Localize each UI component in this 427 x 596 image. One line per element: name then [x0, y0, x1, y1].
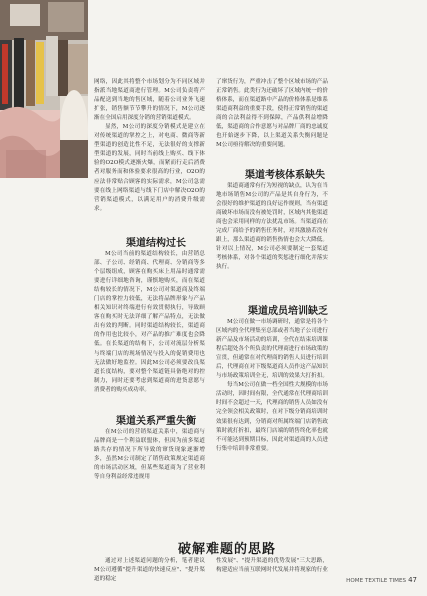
section-heading-structure: 渠道结构过长: [126, 238, 186, 249]
paragraph: 了窜货行为，严重冲击了整个区域市场的产品正常销售。此类行为还破坏了区域内统一的价格体系，而在渠道路中产品的价格体系是维系渠道商利益的重要手段，使得正常销售的渠道商的合法利益得不到保障，产品供利益增降低，渠道商的合作意愿与对品牌厂商的忠诚度也开始逐步下降，以上渠道关系失衡问题是M公司亟待解决的重要问题。: [216, 79, 328, 149]
paragraph: M公司当前的渠道结构较长，由营销总部、子公司、经销商、代理商、分销商等多个层级组成，顾客在购买床上用品时通常需要进行详细地咨询，谨慎地购买，而在渠道结构较长的情况下，M公司对渠道商及终端门店的掌控力较低，无法将品牌形象与产品相关知识对终端进行有效贯彻执行，导致顾客在购买时无法详细了解产品特点，无法做出有效的判断。同时渠道结构较长，渠道商的作用也比较小，对产品的推广难度也会降低。在长渠道的结构下，公司对流层分析渠与终端门店的现场情况与投入的促销费用也无法做好地监控。因此M公司必须要改良渠道长度结构，要对整个渠道链具备绝对的控制力，同时还要考虑到渠道商的进货意愿与消费者的购买成功率。: [94, 251, 205, 393]
bottom-left-text: [94, 557, 205, 584]
section-heading-training: 渠道成员培训缺乏: [248, 306, 328, 317]
paragraph: 渠道商通常有行为短视的缺点，认为在当地市场销售M公司的产品是其自身行为，不会很好的维护渠道的良好运作规则，当有渠道商破坏市场而没有被处罚时，区域内其他渠道商也会采用同样的方法扰乱市场。当渠道商在完成厂商给予的销售任务时，对其激励若没有跟上，那么渠道商的销售热情也会大大降低。针对以上情况，M公司必须要制定一套渠道考核体系，对各个渠道的奖惩进行细化并落实执行。: [216, 183, 328, 271]
right-column-mid: [216, 182, 328, 272]
shop-photo-graphic: [0, 0, 88, 178]
bottom-right-text: [216, 557, 328, 575]
section-heading-assessment: 渠道考核体系缺失: [245, 170, 325, 181]
page-number: 47: [408, 576, 417, 584]
paragraph: 显然，M公司的深度分销模式是建立在对传统渠道的掌控之上，对电商、微商等新型渠道的创造比性不足，无法很好的支撑新型渠道的发展，同时当前线上购买、线下体验的O2O模式逐渐火爆，而紧而行走后消费者对服务而和体验要求很高的行业，O2O的应法非常贴合顾客的实际需求，M公司急需要在线上网络渠道与线下门店中解决O2O的营销渠道模式，以满足用户的消费升级需求。: [94, 124, 205, 212]
left-column-low: [94, 428, 205, 482]
paragraph: M公司在做一市场调研时，通常是将各个区域内的全代理集至总部或者当地子公司进行新产品及市场活动的培训，全代在结束培训课程后超处各个所负责的代理商进行市场政策的宣贯，但通常在对代理商的销售人员进行培训后，代理商在对下级渠道商人员作这产品知识与市场政策培训全无，培训的效果大打折扣。: [216, 319, 328, 380]
paragraph: 每当M公司在做一档全国性大规模的市场活动时，因时间有限，全代通常在代理商培训时间不会超过一天，代理商的销售人员如没有完全领会相关政策时，在对下级分销商培训时效果很有达到，分销商对所属终端门店销售政策时就打折扣，最终门店端的销售终化率也就不可能达到预期目标，因此对渠道商的人员进行集中培训非常重要。: [216, 382, 328, 452]
right-column-top: [216, 78, 328, 150]
paragraph: 网络，因此其将整个市场划分为不同区域并指派当地渠道商进行管理。M公司负责将产品配送到当地的售区域，随着公司业务飞速扩张，销售额节节攀升的情况下，M公司逐渐在全国启用深度分销的营销渠道模式。: [94, 79, 205, 122]
paragraph: 通过对上述渠道问题的分析，笔者建议M公司遵循"提升渠道的快速反应"、"提升渠道的稳定: [94, 558, 205, 583]
journal-name: HOME TEXTILE TIMES: [346, 578, 407, 584]
left-column-top: [94, 78, 205, 214]
page-footer: [346, 576, 417, 584]
shop-interior-photo: [0, 0, 88, 178]
paragraph: 在M公司的营销渠道关系中，渠道商与品牌商是一个利益联盟体，但因为前多渠道路共存的情况下所导致的窜货现象逐渐增多，虽然M公司制定了销售政策规定渠道商的市场活动区域，但某些渠道商为了营业利等自身利益经常违规用: [94, 429, 205, 481]
section-title-solution: 破解难题的思路: [178, 542, 277, 557]
right-column-low: [216, 318, 328, 454]
paragraph: 性发展"、"提升渠道的优势发展"三大思路，构建适应当前互联网时代发展并将现家的行业: [216, 558, 328, 574]
left-column-mid: [94, 250, 205, 395]
section-heading-relations: 渠道关系严重失衡: [116, 416, 196, 427]
